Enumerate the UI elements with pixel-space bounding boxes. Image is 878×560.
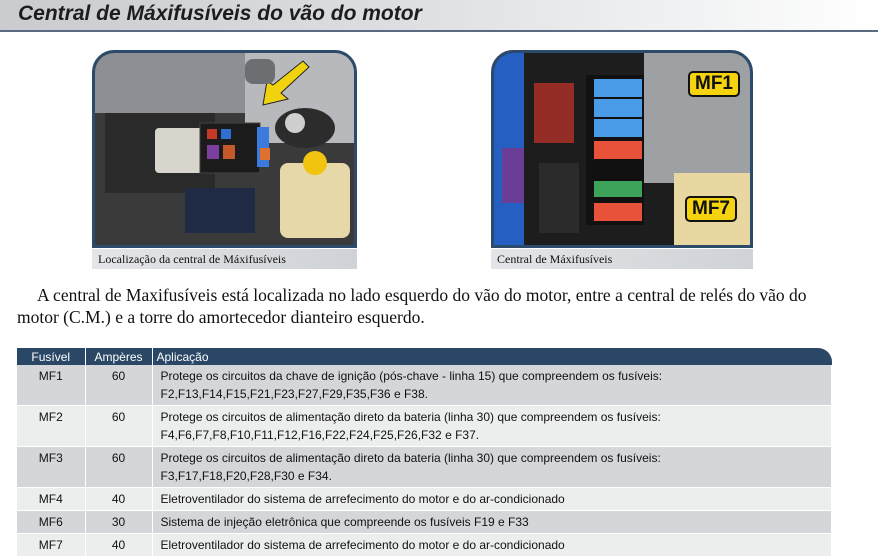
table-row [17, 488, 832, 511]
cell-application [152, 406, 832, 447]
header-fuse: Fusível [17, 348, 85, 365]
cell-application: Sistema de injeção eletrônica que compreende os fusíveis F19 e F33 [152, 511, 832, 534]
header-application: Aplicação [152, 348, 832, 365]
cell-amps: 40 [85, 488, 152, 511]
cell-application-line1: Protege os circuitos de alimentação direto da bateria (linha 30) que compreendem os fusíveis: [160, 451, 661, 465]
cell-amps: 60 [85, 447, 152, 488]
header-amps: Ampères [85, 348, 152, 365]
cell-application-line1: Protege os circuitos de alimentação direto da bateria (linha 30) que compreendem os fusíveis: [160, 410, 661, 424]
table-row [17, 406, 832, 447]
fuse-table [17, 348, 832, 557]
cell-application-line2: F2,F13,F14,F15,F21,F23,F27,F29,F35,F36 e F38. [160, 387, 428, 401]
cell-application-line1: Protege os circuitos da chave de ignição (pós-chave - linha 15) que compreendem os fusíveis: [160, 369, 663, 383]
cell-amps: 60 [85, 365, 152, 406]
cell-fuse: MF3 [17, 447, 85, 488]
cell-amps: 60 [85, 406, 152, 447]
cell-amps: 40 [85, 534, 152, 557]
engine-bay-illustration [95, 53, 354, 245]
cell-fuse: MF2 [17, 406, 85, 447]
cell-fuse: MF7 [17, 534, 85, 557]
intro-paragraph: A central de Maxifusíveis está localizada no lado esquerdo do vão do motor, entre a central de relés do vão do motor (C.M.) e a torre do amortecedor dianteiro esquerdo. [17, 285, 807, 327]
cell-application-line2: F3,F17,F18,F20,F28,F30 e F34. [160, 469, 332, 483]
cell-application: Eletroventilador do sistema de arrefecimento do motor e do ar-condicionado [152, 534, 832, 557]
figure-caption-location: Localização da central de Máxifusíveis [92, 249, 357, 269]
engine-bay-photo [92, 50, 357, 248]
cell-application [152, 447, 832, 488]
cell-fuse: MF4 [17, 488, 85, 511]
table-row [17, 447, 832, 488]
table-row [17, 534, 832, 557]
cell-fuse: MF6 [17, 511, 85, 534]
cell-amps: 30 [85, 511, 152, 534]
cell-application-line2: F4,F6,F7,F8,F10,F11,F12,F16,F22,F24,F25,F26,F32 e F37. [160, 428, 480, 442]
figure-caption-maxifuse: Central de Máxifusíveis [491, 249, 753, 269]
cell-fuse: MF1 [17, 365, 85, 406]
cell-application [152, 365, 832, 406]
label-mf7: MF7 [685, 196, 737, 222]
table-header-row [17, 348, 832, 365]
page-title: Central de Máxifusíveis do vão do motor [18, 2, 422, 25]
table-row [17, 511, 832, 534]
label-mf1: MF1 [688, 71, 740, 97]
table-row [17, 365, 832, 406]
cell-application: Eletroventilador do sistema de arrefecimento do motor e do ar-condicionado [152, 488, 832, 511]
header-bar [0, 0, 878, 32]
